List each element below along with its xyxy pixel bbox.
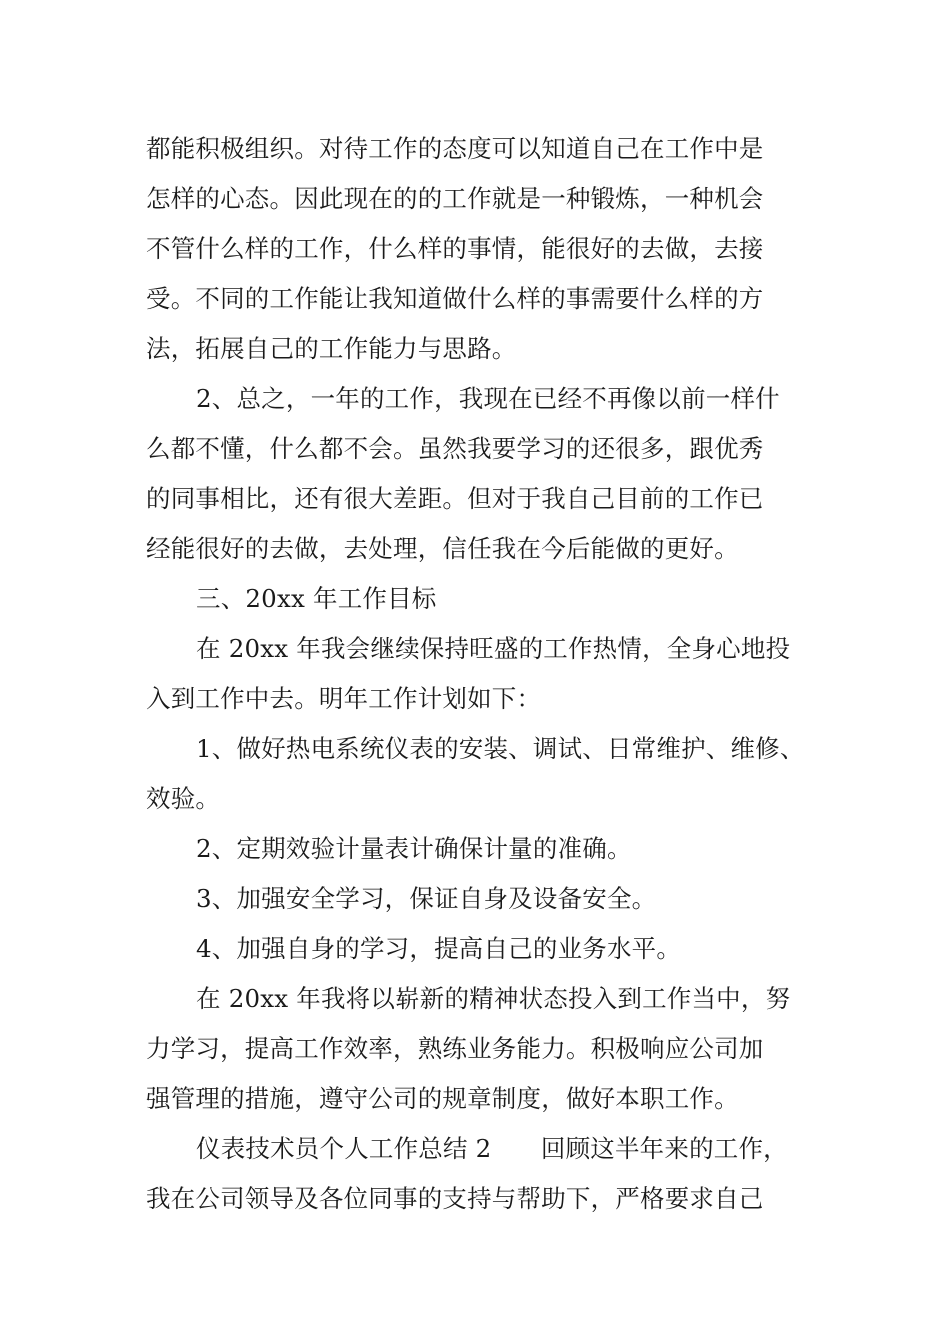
paragraph-start-line: 在 20xx 年我将以崭新的精神状态投入到工作当中，努 <box>196 984 791 1013</box>
list-item-line: 3、加强安全学习，保证自身及设备安全。 <box>196 884 657 913</box>
list-item-line: 2、定期效验计量表计确保计量的准确。 <box>196 834 632 863</box>
text-line: 效验。 <box>146 784 221 813</box>
paragraph-start-line: 2、总之，一年的工作，我现在已经不再像以前一样什 <box>196 384 780 413</box>
text-line: 我在公司领导及各位同事的支持与帮助下，严格要求自己 <box>146 1184 764 1213</box>
text-line: 力学习，提高工作效率，熟练业务能力。积极响应公司加 <box>146 1034 764 1063</box>
paragraph-start-line: 在 20xx 年我会继续保持旺盛的工作热情，全身心地投 <box>196 634 791 663</box>
text-line: 怎样的心态。因此现在的的工作就是一种锻炼，一种机会 <box>146 184 764 213</box>
paragraph-start-line: 仪表技术员个人工作总结 2 回顾这半年来的工作， <box>196 1134 788 1163</box>
text-line: 入到工作中去。明年工作计划如下： <box>146 684 542 713</box>
text-line: 经能很好的去做，去处理，信任我在今后能做的更好。 <box>146 534 739 563</box>
list-item-line: 1、做好热电系统仪表的安装、调试、日常维护、维修、 <box>196 734 805 763</box>
text-line: 法，拓展自己的工作能力与思路。 <box>146 334 517 363</box>
text-line: 受。不同的工作能让我知道做什么样的事需要什么样的方 <box>146 284 764 313</box>
text-line: 不管什么样的工作，什么样的事情，能很好的去做，去接 <box>146 234 764 263</box>
text-line: 的同事相比，还有很大差距。但对于我自己目前的工作已 <box>146 484 764 513</box>
text-line: 强管理的措施，遵守公司的规章制度，做好本职工作。 <box>146 1084 739 1113</box>
text-line: 都能积极组织。对待工作的态度可以知道自己在工作中是 <box>146 134 764 163</box>
list-item-line: 4、加强自身的学习，提高自己的业务水平。 <box>196 934 682 963</box>
section-heading: 三、20xx 年工作目标 <box>196 584 437 613</box>
text-line: 么都不懂，什么都不会。虽然我要学习的还很多，跟优秀 <box>146 434 764 463</box>
